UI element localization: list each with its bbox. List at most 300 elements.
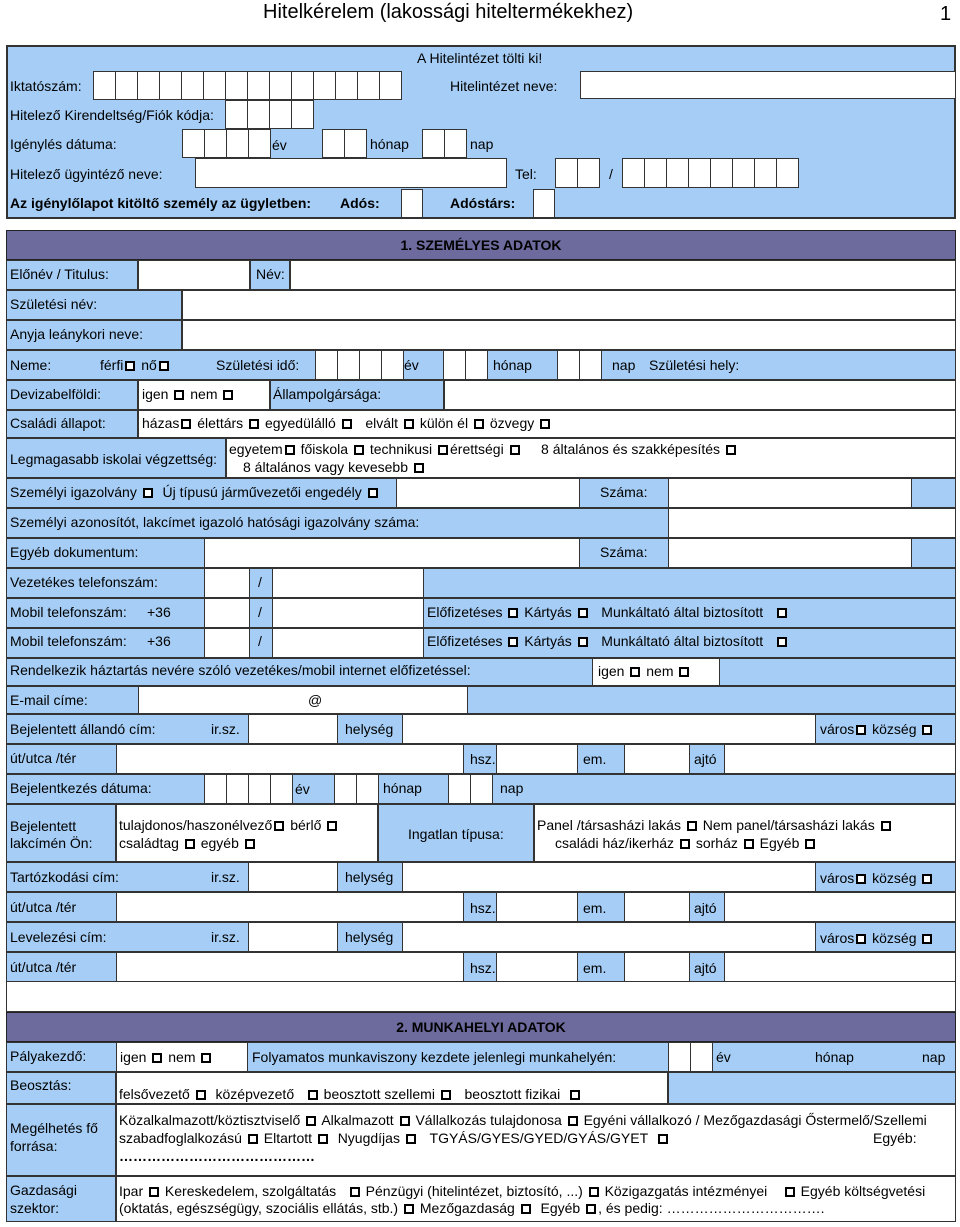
- hazas-label: házas: [142, 415, 180, 431]
- alt-keves-label: 8 általános vagy kevesebb: [243, 459, 408, 475]
- csaladi-label: Családi állapot:: [10, 415, 106, 431]
- bejutca-field[interactable]: [116, 744, 464, 774]
- munk-nap: nap: [922, 1049, 946, 1065]
- ingatlan-options-2: [555, 835, 817, 851]
- munk-ev: év: [716, 1049, 731, 1065]
- iktatoszam-box[interactable]: [181, 71, 204, 100]
- tel-area-box[interactable]: [555, 158, 578, 188]
- tel-number-box[interactable]: [622, 158, 645, 188]
- szul-ido-box[interactable]: [337, 350, 360, 380]
- megelhetes-options-2: [119, 1130, 670, 1146]
- palyakezdo-nem-label: nem: [168, 1049, 196, 1065]
- levutca-label: út/utca /tér: [10, 959, 77, 975]
- mezogazd-label: Mezőgazdaság: [419, 1200, 515, 1216]
- bejutca-em: em.: [583, 751, 607, 767]
- tartcim-varos-kozseg: [820, 870, 934, 886]
- tel-number-box[interactable]: [644, 158, 667, 188]
- szabadfogl-checkbox[interactable]: [248, 1134, 258, 1144]
- szul-nev-label: Születési név:: [10, 296, 98, 312]
- iktatoszam-box[interactable]: [379, 71, 402, 100]
- egyeni-label: Egyéni vállalkozó / Mezőgazdasági Őstermelő/Szellemi: [583, 1112, 927, 1128]
- gazd-egyeb-label: Egyéb: [540, 1200, 581, 1216]
- azon-field[interactable]: [668, 508, 956, 538]
- igenyles-datuma-box[interactable]: [204, 129, 227, 158]
- tartcim-irsz-field[interactable]: [248, 862, 338, 892]
- szul-ido-box[interactable]: [443, 350, 466, 380]
- lakcim-egyeb-label: egyéb: [200, 835, 239, 851]
- vallalkozas-checkbox[interactable]: [568, 1116, 578, 1126]
- gazd-options-2: [119, 1200, 824, 1216]
- szul-ido-box[interactable]: [359, 350, 382, 380]
- levcim-kozseg-checkbox[interactable]: [922, 934, 932, 944]
- ingatlan-options-1: [537, 817, 893, 833]
- beosztas-options: [119, 1086, 582, 1102]
- kozigazg-checkbox[interactable]: [785, 1187, 795, 1197]
- iktatoszam-box[interactable]: [225, 71, 248, 100]
- bejcim-label: Bejelentett állandó cím:: [10, 721, 156, 737]
- bejdatum-box[interactable]: [448, 774, 471, 804]
- ingatlan-egyeb-checkbox[interactable]: [805, 839, 815, 849]
- tel-number-box[interactable]: [732, 158, 755, 188]
- igenyles-datuma-box[interactable]: [226, 129, 249, 158]
- internet-igen-label: igen: [598, 663, 625, 679]
- gazd-options-1: [119, 1183, 925, 1199]
- egyetem-checkbox[interactable]: [285, 445, 295, 455]
- kulon-checkbox[interactable]: [474, 419, 484, 429]
- tgyas-checkbox[interactable]: [658, 1134, 668, 1144]
- palyakezdo-nem-checkbox[interactable]: [201, 1053, 211, 1063]
- tel-number-box[interactable]: [710, 158, 733, 188]
- tel-number-box[interactable]: [688, 158, 711, 188]
- iskola-options-2: [243, 459, 426, 475]
- iktatoszam-box[interactable]: [203, 71, 226, 100]
- sorhaz-checkbox[interactable]: [744, 839, 754, 849]
- page-number: 1: [940, 3, 952, 25]
- foiskola-checkbox[interactable]: [354, 445, 364, 455]
- section2-header: [6, 1012, 956, 1042]
- deviza-igen-checkbox[interactable]: [174, 390, 184, 400]
- email-field[interactable]: [138, 686, 468, 714]
- no-label: nő: [141, 357, 157, 373]
- erettsegi-checkbox[interactable]: [510, 445, 520, 455]
- mobil2-options: [427, 633, 789, 649]
- megelhetes-egyeb-label: Egyéb:: [873, 1130, 917, 1146]
- ados-label: Adós:: [340, 195, 380, 211]
- igenyles-datuma-box[interactable]: [344, 129, 367, 158]
- folyamatos-label: Folyamatos munkaviszony kezdete jelenlegi munkahelyén:: [252, 1049, 617, 1065]
- bejdatum-label: Bejelentkezés dátuma:: [10, 780, 152, 796]
- levcim-varos-checkbox[interactable]: [856, 934, 866, 944]
- tartcim-varos-label: város: [820, 870, 855, 886]
- bejdatum-honap: hónap: [383, 780, 422, 796]
- mobil2-slash: /: [258, 633, 262, 649]
- szellemi-label: beosztott szellemi: [323, 1086, 435, 1102]
- anyja-label: Anyja leánykori neve:: [10, 326, 144, 342]
- vezetekes-slash: /: [258, 574, 262, 590]
- mobil2-prefix: +36: [147, 633, 171, 649]
- keresk-label: Kereskedelem, szolgáltatás: [164, 1183, 337, 1199]
- panel-label: Panel /társasházi lakás: [537, 817, 681, 833]
- tartcim-kozseg-label: község: [872, 870, 917, 886]
- szul-ido-box[interactable]: [557, 350, 580, 380]
- iktatoszam-box[interactable]: [247, 71, 270, 100]
- palyakezdo-igen-label: igen: [120, 1049, 147, 1065]
- levutca-hsz: hsz.: [470, 960, 496, 976]
- igenyles-datuma-box[interactable]: [248, 129, 271, 158]
- szemig-field[interactable]: [396, 478, 580, 508]
- nyugdijas-label: Nyugdíjas: [337, 1130, 400, 1146]
- azon-label: Személyi azonosítót, lakcímet igazoló hatósági igazolvány száma:: [10, 514, 420, 530]
- mobil1-elofiz-label: Előfizetéses: [427, 604, 503, 620]
- szul-nev-field[interactable]: [182, 290, 956, 320]
- elonev-label: Előnév / Titulus:: [10, 266, 109, 282]
- tartutca-em: em.: [583, 900, 607, 916]
- nempanel-checkbox[interactable]: [881, 821, 891, 831]
- tartutca-field[interactable]: [116, 892, 464, 922]
- alt-keves-checkbox[interactable]: [414, 463, 424, 473]
- neme-options: [100, 357, 171, 373]
- mobil2-label: Mobil telefonszám:: [10, 633, 127, 649]
- oktatas-checkbox[interactable]: [404, 1204, 414, 1214]
- iktatoszam-box[interactable]: [357, 71, 380, 100]
- deviza-nem-checkbox[interactable]: [223, 390, 233, 400]
- section1-header: [6, 230, 956, 260]
- kulon-label: külön él: [419, 415, 469, 431]
- egyebdok-szama-field[interactable]: [668, 538, 912, 568]
- levutca-field[interactable]: [116, 952, 464, 982]
- bejdatum-box[interactable]: [334, 774, 357, 804]
- section1-title: 1. SZEMÉLYES ADATOK: [400, 237, 562, 253]
- iktatoszam-box[interactable]: [335, 71, 358, 100]
- igenyles-ev: év: [272, 137, 287, 153]
- bejutca-hsz-field[interactable]: [496, 744, 578, 774]
- internet-nem-checkbox[interactable]: [679, 667, 689, 677]
- egyebdok-field[interactable]: [204, 538, 580, 568]
- mobil2-kartyas-checkbox[interactable]: [578, 637, 588, 647]
- lakcim-egyeb-checkbox[interactable]: [245, 839, 255, 849]
- bejcim-helyseg: helység: [345, 721, 394, 737]
- palyakezdo-options: [120, 1049, 213, 1065]
- tartutca-em-field[interactable]: [624, 892, 690, 922]
- egyetem-label: egyetem: [229, 441, 283, 457]
- egyebdok-label: Egyéb dokumentum:: [10, 544, 139, 560]
- tartcim-irsz: ir.sz.: [211, 869, 240, 885]
- tulaj-checkbox[interactable]: [274, 821, 284, 831]
- megelhetes-options-1: [119, 1112, 927, 1128]
- bejdatum-box[interactable]: [204, 774, 227, 804]
- no-checkbox[interactable]: [159, 361, 169, 371]
- bejdatum-box[interactable]: [470, 774, 493, 804]
- tartcim-helyseg-field[interactable]: [402, 862, 816, 892]
- munk-honap: hónap: [815, 1049, 854, 1065]
- alkalmazott-label: Alkalmazott: [321, 1112, 394, 1128]
- lakcim-label-1: Bejelentett: [10, 818, 77, 834]
- levcim-label: Levelezési cím:: [10, 929, 107, 945]
- levcim-varos-label: város: [820, 930, 855, 946]
- ipar-label: Ipar: [119, 1183, 144, 1199]
- lakcim-options-1: [119, 817, 339, 833]
- internet-options: [598, 663, 691, 679]
- megelhetes-label-2: forrása:: [10, 1138, 58, 1154]
- gazd-egyeb-checkbox[interactable]: [586, 1204, 596, 1214]
- bejcim-irsz-field[interactable]: [248, 714, 338, 744]
- csaladihaz-label: családi ház/ikerház: [555, 835, 675, 851]
- szemig-szama-field[interactable]: [668, 478, 912, 508]
- kirendeltseg-box[interactable]: [269, 100, 292, 129]
- csaladtag-checkbox[interactable]: [185, 839, 195, 849]
- fizikai-label: beosztott fizikai: [464, 1086, 561, 1102]
- szul-ido-box[interactable]: [315, 350, 338, 380]
- ingatlan-egyeb-label: Egyéb: [759, 835, 800, 851]
- internet-igen-checkbox[interactable]: [630, 667, 640, 677]
- tel-area-box[interactable]: [577, 158, 600, 188]
- felso-checkbox[interactable]: [196, 1090, 206, 1100]
- adostars-checkbox[interactable]: [533, 189, 555, 218]
- lakcim-label-2: lakcímén Ön:: [10, 835, 93, 851]
- ferfi-checkbox[interactable]: [125, 361, 135, 371]
- elettars-checkbox[interactable]: [249, 419, 259, 429]
- deviza-label: Devizabelföldi:: [10, 386, 102, 402]
- bejdatum-ev: év: [295, 781, 310, 797]
- elvalt-label: elvált: [365, 415, 399, 431]
- adostars-label: Adóstárs:: [450, 195, 516, 211]
- bejcim-irsz: ir.sz.: [211, 721, 240, 737]
- elvalt-checkbox[interactable]: [404, 419, 414, 429]
- szul-nap: nap: [612, 357, 636, 373]
- megelhetes-dots: ……………………………………: [119, 1148, 315, 1164]
- mobil1-prefix: +36: [147, 604, 171, 620]
- tel-number-box[interactable]: [754, 158, 777, 188]
- ugyintezo-field[interactable]: [195, 158, 507, 188]
- tel-number-box[interactable]: [776, 158, 799, 188]
- internet-label: Rendelkezik háztartás nevére szóló vezetékes/mobil internet előfizetéssel:: [10, 662, 471, 678]
- tel-slash: /: [609, 166, 613, 182]
- bejdatum-box[interactable]: [248, 774, 271, 804]
- levutca-ajto: ajtó: [694, 960, 717, 976]
- iktatoszam-box[interactable]: [291, 71, 314, 100]
- igenyles-datuma-box[interactable]: [444, 129, 467, 158]
- ujjogsi-checkbox[interactable]: [368, 488, 378, 498]
- szemig-options: [10, 484, 380, 500]
- kirendeltseg-box[interactable]: [247, 100, 270, 129]
- allampolg-label: Állampolgársága:: [273, 386, 382, 402]
- hazas-checkbox[interactable]: [181, 419, 191, 429]
- penzugyi-label: Pénzügyi (hitelintézet, biztosító, ...): [365, 1183, 583, 1199]
- levutca-em: em.: [583, 960, 607, 976]
- lakcim-options-2: [119, 835, 257, 851]
- iskola-label: Legmagasabb iskolai végzettség:: [10, 451, 218, 467]
- tartutca-label: út/utca /tér: [10, 899, 77, 915]
- nyugdijas-checkbox[interactable]: [406, 1134, 416, 1144]
- deviza-options: [142, 386, 235, 402]
- bejdatum-box[interactable]: [270, 774, 293, 804]
- berlo-checkbox[interactable]: [327, 821, 337, 831]
- vezetekes-number-field[interactable]: [272, 568, 424, 598]
- eltartott-label: Eltartott: [263, 1130, 313, 1146]
- bejcim-varos-label: város: [820, 721, 855, 737]
- tel-label: Tel:: [515, 166, 537, 182]
- alt-szakk-label: 8 általános és szakképesítés: [541, 441, 721, 457]
- egyebkolts-label: Egyéb költségvetési: [800, 1183, 926, 1199]
- csaladihaz-checkbox[interactable]: [680, 839, 690, 849]
- mobil2-area-field[interactable]: [204, 628, 250, 658]
- iktatoszam-box[interactable]: [93, 71, 116, 100]
- es-pedig-label: , és pedig: …………………………….: [598, 1200, 825, 1216]
- neme-label: Neme:: [10, 357, 52, 373]
- ados-checkbox[interactable]: [401, 189, 423, 218]
- igenyles-datuma-box[interactable]: [322, 129, 345, 158]
- mobil1-options: [427, 604, 789, 620]
- megelhetes-label-1: Megélhetés fő: [10, 1120, 98, 1136]
- tulaj-label: tulajdonos/haszonélvező: [119, 817, 273, 833]
- berlo-label: bérlő: [290, 817, 322, 833]
- alt-szakk-checkbox[interactable]: [726, 445, 736, 455]
- iktatoszam-box[interactable]: [159, 71, 182, 100]
- mobil2-munkaltato-label: Munkáltató által biztosított: [601, 633, 764, 649]
- vezetekes-area-field[interactable]: [204, 568, 250, 598]
- allampolg-field[interactable]: [444, 380, 956, 410]
- bejutca-ajto: ajtó: [694, 751, 717, 767]
- bejutca-label: út/utca /tér: [10, 750, 77, 766]
- szul-honap: hónap: [493, 357, 532, 373]
- bejcim-varos-kozseg: [820, 721, 934, 737]
- szemig-label: Személyi igazolvány: [10, 484, 137, 500]
- szul-ido-box[interactable]: [465, 350, 488, 380]
- ugyintezo-label: Hitelező ügyintéző neve:: [10, 166, 163, 182]
- mobil2-elofiz-label: Előfizetéses: [427, 633, 503, 649]
- bejcim-kozseg-label: község: [872, 721, 917, 737]
- szemig-checkbox[interactable]: [143, 488, 153, 498]
- bejutca-ajto-field[interactable]: [724, 744, 956, 774]
- tartcim-label: Tartózkodási cím:: [10, 869, 119, 885]
- mobil2-number-field[interactable]: [272, 628, 424, 658]
- egyedulallo-label: egyedülálló: [264, 415, 336, 431]
- palyakezdo-label: Pályakezdő:: [10, 1048, 87, 1064]
- anyja-field[interactable]: [182, 320, 956, 350]
- tgyas-label: TGYÁS/GYES/GYED/GYÁS/GYET: [429, 1130, 648, 1146]
- nev-field[interactable]: [290, 260, 956, 290]
- egyedulallo-checkbox[interactable]: [342, 419, 352, 429]
- szemig-szama-label: Száma:: [600, 484, 648, 500]
- felso-label: felsővezető: [119, 1086, 190, 1102]
- kitolto-label: Az igénylőlapot kitöltő személy az ügyletben:: [10, 195, 312, 211]
- deviza-nem-label: nem: [190, 386, 218, 402]
- foiskola-label: főiskola: [300, 441, 349, 457]
- tartutca-ajto-field[interactable]: [724, 892, 956, 922]
- fizikai-checkbox[interactable]: [570, 1090, 580, 1100]
- gazd-label-1: Gazdasági: [10, 1182, 77, 1198]
- mobil2-elofiz-checkbox[interactable]: [508, 637, 518, 647]
- kirendeltseg-box[interactable]: [225, 100, 248, 129]
- tartcim-varos-checkbox[interactable]: [856, 874, 866, 884]
- tartcim-kozseg-checkbox[interactable]: [922, 874, 932, 884]
- ferfi-label: férfi: [100, 357, 124, 373]
- mobil1-kartyas-checkbox[interactable]: [578, 608, 588, 618]
- csaladtag-label: családtag: [119, 835, 179, 851]
- iktatoszam-box[interactable]: [137, 71, 160, 100]
- iktatoszam-box[interactable]: [313, 71, 336, 100]
- nempanel-label: Nem panel/társasházi lakás: [702, 817, 875, 833]
- mobil1-number-field[interactable]: [272, 598, 424, 628]
- vezetekes-label: Vezetékes telefonszám:: [10, 574, 158, 590]
- email-label: E-mail címe:: [10, 692, 88, 708]
- page-title: Hitelkérelem (lakossági hiteltermékekhez): [263, 1, 634, 23]
- bejdatum-nap: nap: [500, 780, 524, 796]
- bejdatum-box[interactable]: [356, 774, 379, 804]
- munkaviszony-box[interactable]: [668, 1042, 691, 1072]
- levcim-irsz: ir.sz.: [211, 929, 240, 945]
- iktatoszam-box[interactable]: [269, 71, 292, 100]
- kozalk-checkbox[interactable]: [306, 1116, 316, 1126]
- hitelintezet-neve-field[interactable]: [580, 71, 956, 99]
- kirendeltseg-box[interactable]: [291, 100, 314, 129]
- ozvegy-checkbox[interactable]: [540, 419, 550, 429]
- igenyles-datuma-box[interactable]: [182, 129, 205, 158]
- tartutca-ajto: ajtó: [694, 900, 717, 916]
- levutca-hsz-field[interactable]: [496, 952, 578, 982]
- mobil2-munkaltato-checkbox[interactable]: [777, 637, 787, 647]
- munkaviszony-box[interactable]: [690, 1042, 713, 1072]
- bejutca-em-field[interactable]: [624, 744, 690, 774]
- bejcim-helyseg-field[interactable]: [402, 714, 816, 744]
- csaladi-options: [142, 415, 552, 431]
- technikusi-checkbox[interactable]: [438, 445, 448, 455]
- penzugyi-checkbox[interactable]: [589, 1187, 599, 1197]
- levcim-irsz-field[interactable]: [248, 922, 338, 952]
- elonev-field[interactable]: [138, 260, 250, 290]
- iktatoszam-box[interactable]: [115, 71, 138, 100]
- internet-nem-label: nem: [646, 663, 674, 679]
- bejcim-varos-checkbox[interactable]: [856, 725, 866, 735]
- hitelintezet-neve-label: Hitelintézet neve:: [450, 78, 558, 94]
- tel-number-box[interactable]: [666, 158, 689, 188]
- ozvegy-label: özvegy: [489, 415, 535, 431]
- igenyles-datuma-box[interactable]: [422, 129, 445, 158]
- bejdatum-box[interactable]: [226, 774, 249, 804]
- szul-ido-box[interactable]: [579, 350, 602, 380]
- keresk-checkbox[interactable]: [350, 1187, 360, 1197]
- deviza-igen-label: igen: [142, 386, 169, 402]
- tartutca-hsz-field[interactable]: [496, 892, 578, 922]
- bejcim-kozseg-checkbox[interactable]: [922, 725, 932, 735]
- panel-checkbox[interactable]: [687, 821, 697, 831]
- technikusi-label: technikusi: [369, 441, 433, 457]
- kozep-checkbox[interactable]: [308, 1090, 318, 1100]
- tartutca-hsz: hsz.: [470, 900, 496, 916]
- levutca-em-field[interactable]: [624, 952, 690, 982]
- szellemi-checkbox[interactable]: [441, 1090, 451, 1100]
- mobil2-kartyas-label: Kártyás: [524, 633, 572, 649]
- mobil1-munkaltato-label: Munkáltató által biztosított: [601, 604, 764, 620]
- eltartott-checkbox[interactable]: [318, 1134, 328, 1144]
- igenyles-datuma-label: Igénylés dátuma:: [10, 136, 117, 152]
- palyakezdo-igen-checkbox[interactable]: [152, 1053, 162, 1063]
- mobil1-kartyas-label: Kártyás: [524, 604, 572, 620]
- szul-ido-box[interactable]: [381, 350, 404, 380]
- levcim-helyseg-field[interactable]: [402, 922, 816, 952]
- alkalmazott-checkbox[interactable]: [400, 1116, 410, 1126]
- kirendeltseg-label: Hitelező Kirendeltség/Fiók kódja:: [10, 107, 214, 123]
- szabadfogl-label: szabadfoglalkozású: [119, 1130, 242, 1146]
- mobil1-munkaltato-checkbox[interactable]: [777, 608, 787, 618]
- mobil1-elofiz-checkbox[interactable]: [508, 608, 518, 618]
- mobil1-area-field[interactable]: [204, 598, 250, 628]
- mezogazd-checkbox[interactable]: [521, 1204, 531, 1214]
- igenyles-honap: hónap: [370, 136, 409, 152]
- sorhaz-label: sorház: [695, 835, 738, 851]
- levutca-ajto-field[interactable]: [724, 952, 956, 982]
- ipar-checkbox[interactable]: [149, 1187, 159, 1197]
